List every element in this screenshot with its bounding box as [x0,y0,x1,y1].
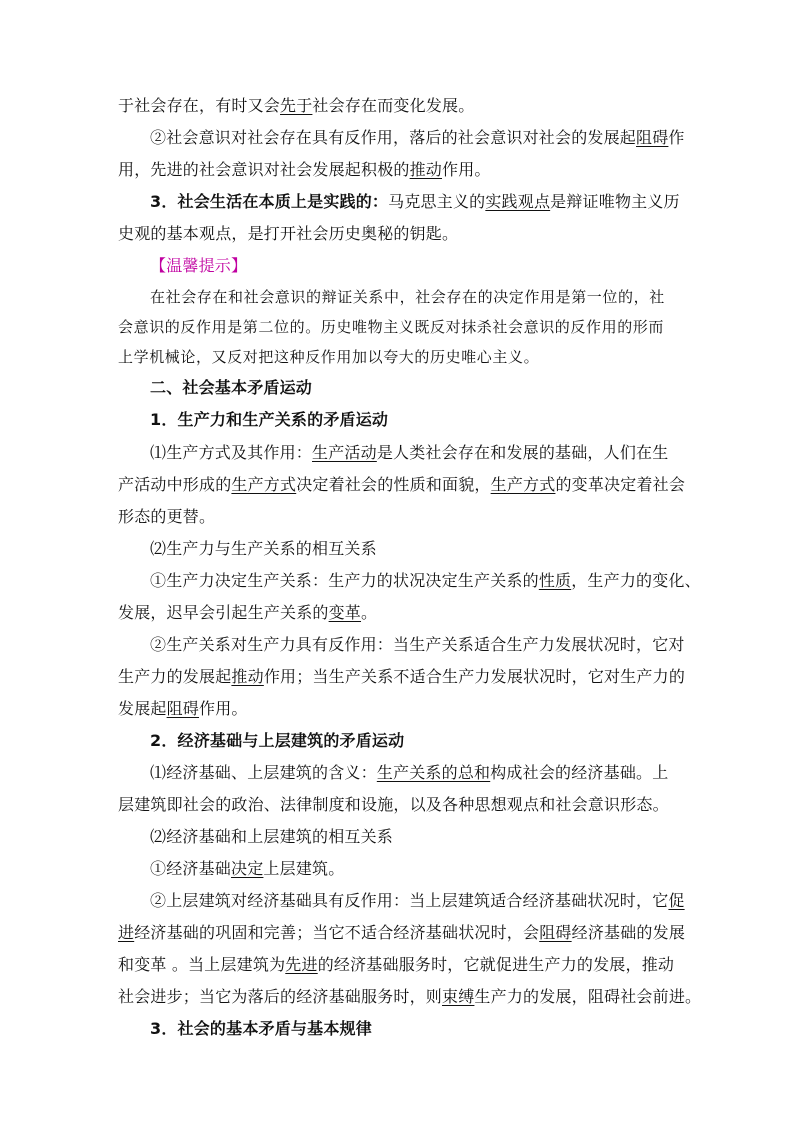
text-segment: 上层建筑。 [263,859,345,878]
text-segment: 社会进步；当它为落后的经济基础服务时，则 [118,987,443,1006]
underlined-term: 生产方式 [490,475,556,494]
underlined-term: 生产活动 [312,443,377,462]
text-line [150,443,668,463]
tip-title: 【温馨提示】 [150,256,248,275]
text-segment: 经济基础的巩固和完善；当它不适合经济基础状况时，会 [134,923,540,942]
bold-heading: 3．社会生活在本质上是实践的： [150,192,389,211]
bold-heading: 2．经济基础与上层建筑的矛盾运动 [150,731,405,750]
text-segment: ⑴经济基础、上层建筑的含义： [150,763,377,782]
text-line [150,859,344,879]
text-line [150,635,685,655]
underlined-term: 生产方式 [231,475,297,494]
text-line [118,987,701,1007]
text-segment: ①生产力决定生产关系：生产力的状况决定生产关系的 [150,571,539,590]
text-segment: 经济基础的发展 [571,923,686,942]
text-segment: ②生产关系对生产力具有反作用：当生产关系适合生产力发展状况时，它对 [150,635,685,654]
underlined-term: 阻碍 [166,699,200,718]
text-segment: 和变革 。当上层建筑为 [118,955,286,974]
bold-heading: 3．社会的基本矛盾与基本规律 [150,1019,372,1038]
bold-heading: 二、社会基本矛盾运动 [150,378,313,397]
text-segment: ②上层建筑对经济基础具有反作用：当上层建筑适合经济基础状况时，它 [150,891,669,910]
text-segment: 决定着社会的性质和面貌， [296,475,491,494]
text-line [118,475,685,495]
text-line [150,763,668,783]
text-line [150,827,393,847]
text-segment: 生产力的发展，阻碍社会前进。 [474,987,702,1006]
text-segment: 的变革决定着社会 [555,475,686,494]
text-segment: 构成社会的经济基础。上 [490,763,669,782]
text-line [150,410,388,430]
text-segment: 发展起 [118,699,167,718]
text-segment: 史观的基本观点，是打开社会历史奥秘的钥匙。 [118,224,459,243]
underlined-term: 变革 [328,603,362,622]
underlined-term: 性质 [538,571,572,590]
underlined-term: 促 [668,891,685,910]
text-line [118,699,248,719]
text-line [118,603,377,623]
text-segment: 作用。 [199,699,248,718]
text-segment: 发展，迟早会引起生产关系的 [118,603,329,622]
text-segment: 作用。 [442,160,491,179]
text-segment: 形态的更替。 [118,507,216,526]
text-segment: 是人类社会存在和发展的基础，人们在生 [376,443,669,462]
text-line [118,667,685,687]
text-segment: ，生产力的变化、 [571,571,701,590]
underlined-term: 进 [118,923,135,942]
text-segment: 作 [668,128,685,147]
text-line [150,128,685,148]
tip-text-line [118,347,539,367]
text-line [150,731,404,751]
text-line [150,378,312,398]
tip-heading [150,256,247,276]
text-line [150,891,685,911]
text-segment: 生产力的发展起 [118,667,232,686]
text-segment: 马克思主义的 [388,192,486,211]
text-segment: ⑵经济基础和上层建筑的相互关系 [150,827,394,846]
text-line [118,507,215,527]
text-line [150,539,377,559]
underlined-term: 束缚 [442,987,475,1006]
underlined-term: 决定 [231,859,264,878]
text-line [118,795,669,815]
text-segment: ⑵生产力与生产关系的相互关系 [150,539,377,558]
underlined-term: 推动 [409,160,443,179]
underlined-term: 实践观点 [485,192,551,211]
text-segment: ⑴生产方式及其作用： [150,443,313,462]
text-segment: 产活动中形成的 [118,475,232,494]
underlined-term: 推动 [231,667,264,686]
tip-text-line [150,287,665,307]
text-segment: 。 [361,603,378,622]
text-line [150,571,701,591]
text-segment: ②社会意识对社会存在具有反作用，落后的社会意识对社会的发展起 [150,128,637,147]
underlined-term: 先于 [280,96,313,115]
bold-heading: 1．生产力和生产关系的矛盾运动 [150,410,389,429]
text-line [118,224,458,244]
text-segment: 于社会存在，有时又会 [118,96,281,115]
text-line [150,192,680,212]
text-segment: 的经济基础服务时，它就促进生产力的发展，推动 [317,955,675,974]
text-segment: 上学机械论，又反对把这种反作用加以夸大的历史唯心主义。 [118,348,540,366]
text-segment: 在社会存在和社会意识的辩证关系中，社会存在的决定作用是第一位的，社 [150,288,665,306]
text-segment: 社会存在而变化发展。 [312,96,475,115]
text-segment: 是辩证唯物主义历 [550,192,680,211]
text-segment: 用，先进的社会意识对社会发展起积极的 [118,160,410,179]
tip-text-line [118,317,664,337]
text-segment: 层建筑即社会的政治、法律制度和设施，以及各种思想观点和社会意识形态。 [118,795,669,814]
underlined-term: 阻碍 [539,923,572,942]
text-line [118,923,685,943]
text-line [150,1019,372,1039]
text-line [118,96,474,116]
text-line [118,955,674,975]
text-line [118,160,491,180]
text-segment: ①经济基础 [150,859,232,878]
text-segment: 作用；当生产关系不适合生产力发展状况时，它对生产力的 [263,667,686,686]
underlined-term: 阻碍 [636,128,669,147]
text-segment: 会意识的反作用是第二位的。历史唯物主义既反对抹杀社会意识的反作用的形而 [118,318,665,336]
underlined-term: 生产关系的总和 [376,763,491,782]
underlined-term: 先进 [285,955,318,974]
